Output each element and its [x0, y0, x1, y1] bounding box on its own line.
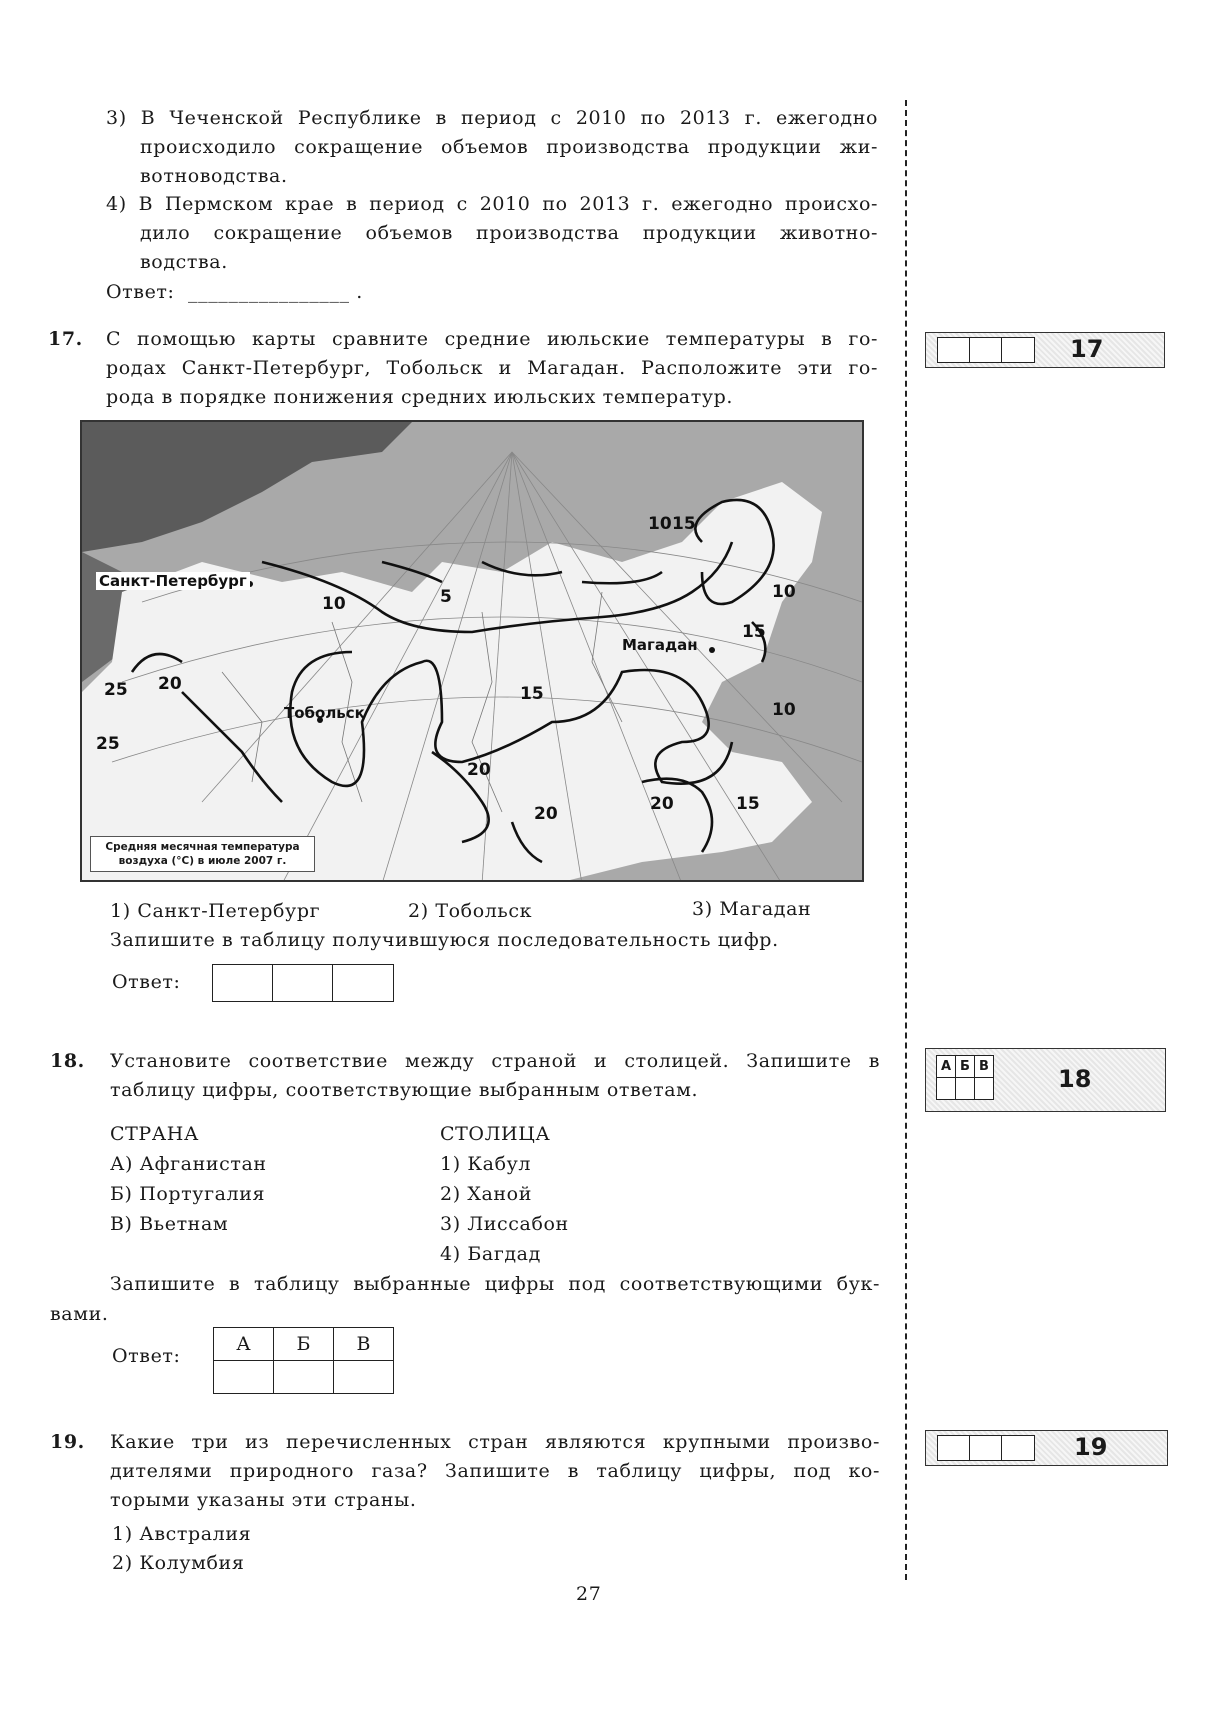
- prev-option-4-line-3: водства.: [140, 251, 228, 273]
- q18-capital-4: 4) Багдад: [440, 1243, 541, 1265]
- cut-line: [905, 100, 907, 1580]
- q18-instruction-line-2: вами.: [50, 1303, 109, 1325]
- isotherm-label: 10: [322, 594, 346, 614]
- temperature-map: [80, 420, 864, 882]
- q17-answer-label: Ответ:: [112, 971, 181, 993]
- isotherm-label: 10: [772, 582, 796, 602]
- isotherm-label: 20: [467, 760, 491, 780]
- q18-capital-1: 1) Кабул: [440, 1153, 532, 1175]
- map-caption: [90, 836, 315, 872]
- isotherm-label: 25: [96, 734, 120, 754]
- isotherm-label: 15: [742, 622, 766, 642]
- q18-country-b: Б) Португалия: [110, 1183, 266, 1205]
- q17-side-number: 17: [1070, 335, 1104, 363]
- q18-country-a: А) Афганистан: [110, 1153, 267, 1175]
- q18-answer-cell-v[interactable]: [334, 1361, 394, 1394]
- q18-col2-header: СТОЛИЦА: [440, 1123, 551, 1145]
- isotherm-label: 5: [440, 587, 452, 607]
- map-label-tobolsk: Тобольск: [284, 704, 365, 722]
- q19-side-number: 19: [1074, 1433, 1108, 1461]
- q19-line-2: дителями природного газа? Запишите в таблицу цифры, под ко-: [110, 1460, 880, 1482]
- q19-line-3: торыми указаны эти страны.: [110, 1489, 417, 1511]
- q18-line-2: таблицу цифры, соответствующие выбранным ответам.: [110, 1079, 699, 1101]
- q18-side-header-b: Б: [956, 1056, 975, 1078]
- q19-line-1: Какие три из перечисленных стран являются крупными произво-: [110, 1431, 880, 1453]
- prev-answer-label: Ответ:: [106, 281, 175, 303]
- q19-side-cells[interactable]: [937, 1435, 1035, 1461]
- q18-number: 18.: [50, 1050, 85, 1072]
- page-number: 27: [576, 1583, 602, 1605]
- isotherm-label: 20: [534, 804, 558, 824]
- map-label-magadan: Магадан: [622, 636, 698, 654]
- q18-country-v: В) Вьетнам: [110, 1213, 229, 1235]
- isotherm-label: 20: [158, 674, 182, 694]
- q18-side-table[interactable]: [936, 1055, 994, 1100]
- prev-option-3-line-2: происходило сокращение объемов производства продукции жи-: [140, 136, 878, 158]
- prev-option-4-line-1: 4) В Пермском крае в период с 2010 по 2013 г. ежегодно происхо-: [106, 193, 878, 215]
- q19-side-answer-box: [925, 1430, 1168, 1466]
- isotherm-label: 10: [772, 700, 796, 720]
- isotherm-label: 15: [736, 794, 760, 814]
- q18-answer-table[interactable]: [213, 1327, 394, 1394]
- q17-answer-box[interactable]: [212, 964, 394, 1002]
- q18-answer-cell-b[interactable]: [274, 1361, 334, 1394]
- q18-table-header-a: А: [214, 1328, 274, 1361]
- q18-col1-header: СТРАНА: [110, 1123, 199, 1145]
- q17-option-1: 1) Санкт-Петербург: [110, 900, 321, 922]
- q17-line-2: родах Санкт-Петербург, Тобольск и Магадан. Расположите эти го-: [106, 357, 878, 379]
- prev-answer-blank[interactable]: ________________ .: [188, 281, 363, 303]
- q18-table-header-v: В: [334, 1328, 394, 1361]
- map-caption-line-2: воздуха (°С) в июле 2007 г.: [118, 855, 287, 867]
- q18-answer-cell-a[interactable]: [214, 1361, 274, 1394]
- q18-answer-label: Ответ:: [112, 1345, 181, 1367]
- prev-option-3-line-1: 3) В Чеченской Республике в период с 2010 по 2013 г. ежегодно: [106, 107, 878, 129]
- q18-side-number: 18: [1058, 1065, 1092, 1093]
- q17-instruction: Запишите в таблицу получившуюся последовательность цифр.: [110, 929, 779, 951]
- q17-option-3: 3) Магадан: [692, 898, 812, 920]
- q17-line-3: рода в порядке понижения средних июльских температур.: [106, 386, 734, 408]
- q18-instruction-line-1: Запишите в таблицу выбранные цифры под соответствующими бук-: [110, 1273, 880, 1295]
- prev-option-4-line-2: дило сокращение объемов производства продукции животно-: [140, 222, 878, 244]
- q17-line-1: С помощью карты сравните средние июльские температуры в го-: [106, 328, 878, 350]
- q19-option-1: 1) Австралия: [112, 1523, 252, 1545]
- q18-capital-2: 2) Ханой: [440, 1183, 532, 1205]
- prev-option-3-line-3: вотноводства.: [140, 165, 288, 187]
- isotherm-label: 25: [104, 680, 128, 700]
- q19-number: 19.: [50, 1431, 85, 1453]
- q18-line-1: Установите соответствие между страной и столицей. Запишите в: [110, 1050, 880, 1072]
- q18-side-header-v: В: [975, 1056, 994, 1078]
- q17-option-2: 2) Тобольск: [408, 900, 533, 922]
- q19-option-2: 2) Колумбия: [112, 1552, 245, 1574]
- q17-side-answer-box: [925, 332, 1165, 368]
- q18-capital-3: 3) Лиссабон: [440, 1213, 569, 1235]
- q17-side-cells[interactable]: [937, 337, 1035, 363]
- isotherm-label: 20: [650, 794, 674, 814]
- isotherm-label: 10: [648, 514, 672, 534]
- isotherm-label: 15: [672, 514, 696, 534]
- q18-table-header-b: Б: [274, 1328, 334, 1361]
- q18-side-answer-box: [925, 1048, 1166, 1112]
- q18-side-header-a: А: [937, 1056, 956, 1078]
- map-label-saint-petersburg: Санкт-Петербург: [96, 572, 250, 590]
- isotherm-label: 15: [520, 684, 544, 704]
- q17-number: 17.: [48, 328, 83, 350]
- map-caption-line-1: Средняя месячная температура: [105, 841, 300, 853]
